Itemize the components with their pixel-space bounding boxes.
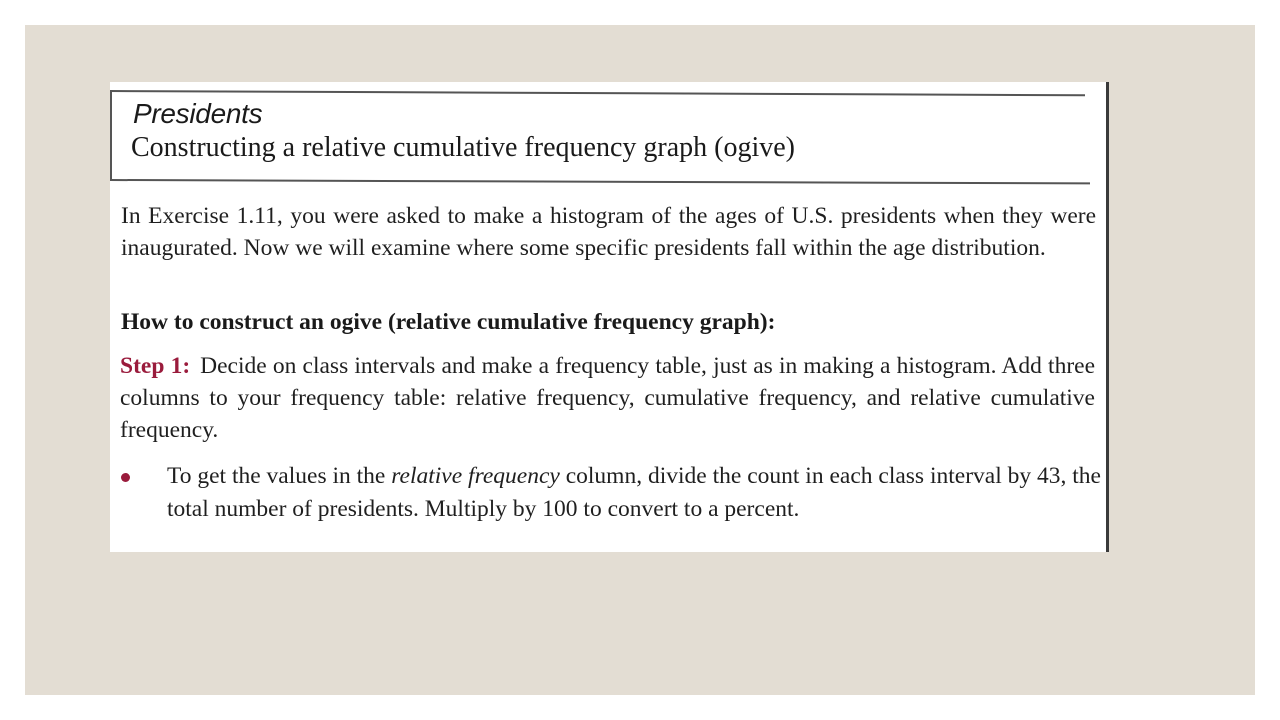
bullet-text-before: To get the values in the (167, 463, 392, 489)
section-title: Presidents (133, 98, 263, 129)
step-1-paragraph (120, 350, 1095, 446)
step-1-text: Decide on class intervals and make a frequency table, just as in making a histogram. Add three columns to your frequency table: relative frequency, cumulative frequency, and relative cumulative frequency. (120, 353, 1095, 443)
step-1-label: Step 1: (120, 353, 191, 379)
header-bottom-rule (110, 179, 1090, 184)
how-to-heading: How to construct an ogive (relative cumulative frequency graph): (121, 309, 776, 335)
bullet-item (167, 460, 1101, 526)
header-left-rule (110, 91, 112, 180)
textbook-excerpt (110, 82, 1109, 552)
bullet-text-after: column, divide the count in each class interval by 43, the total number of presidents. Multiply by 100 to convert to a percent. (167, 463, 1101, 522)
intro-paragraph: In Exercise 1.11, you were asked to make a histogram of the ages of U.S. presidents when they were inaugurated. Now we will examine where some specific presidents fall within the age distribution. (121, 203, 1096, 261)
section-subtitle: Constructing a relative cumulative frequency graph (ogive) (131, 132, 795, 163)
bullet-icon (121, 473, 130, 482)
bullet-text-emphasis: relative frequency (391, 463, 560, 489)
header-top-rule (110, 90, 1085, 96)
